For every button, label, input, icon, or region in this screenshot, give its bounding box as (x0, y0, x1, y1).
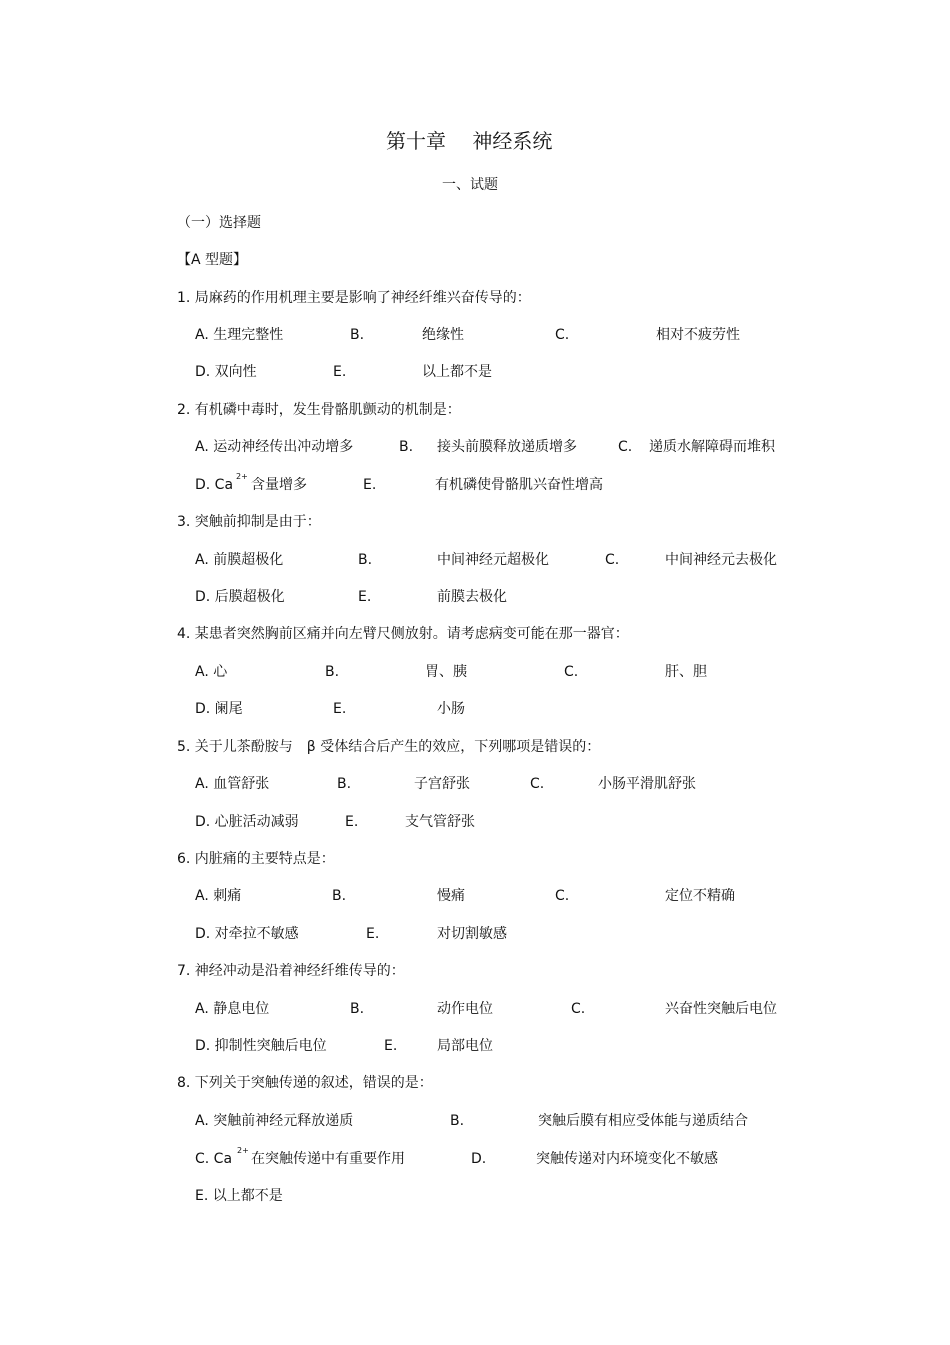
question-stem: 2. 有机磷中毒时，发生骨骼肌颤动的机制是： (177, 402, 461, 418)
option-letter: D. (471, 1151, 487, 1167)
option-text: A. 刺痛 (195, 888, 242, 904)
option-text: 在突触传递中有重要作用 (251, 1151, 405, 1167)
option-text: A. 心 (195, 664, 228, 680)
option-letter: B. (399, 439, 414, 455)
option-letter: E. (345, 814, 359, 830)
option-letter: B. (358, 552, 373, 568)
option-text: A. 静息电位 (195, 1001, 270, 1017)
option-text: D. 阑尾 (195, 701, 243, 717)
option-text: 中间神经元超极化 (437, 552, 549, 568)
option-letter: C. (564, 664, 579, 680)
option-letter: C. (555, 888, 570, 904)
option-text: 突触后膜有相应受体能与递质结合 (538, 1113, 748, 1129)
option-text: A. 前膜超极化 (195, 552, 284, 568)
option-letter: B. (332, 888, 347, 904)
option-text: 支气管舒张 (405, 814, 475, 830)
question-stem: 3. 突触前抑制是由于： (177, 514, 321, 530)
option-letter: E. (363, 477, 377, 493)
option-text: 突触传递对内环境变化不敏感 (536, 1151, 718, 1167)
option-letter: C. (555, 327, 570, 343)
page-title: 第十章 神经系统 (386, 129, 553, 153)
option-text: A. 血管舒张 (195, 776, 270, 792)
option-letter: B. (350, 1001, 365, 1017)
option-letter: B. (337, 776, 352, 792)
option-text: 绝缘性 (422, 327, 464, 343)
option-text: 定位不精确 (665, 888, 735, 904)
option-text: D. 对牵拉不敏感 (195, 926, 299, 942)
option-text: 胃、胰 (425, 664, 467, 680)
question-stem: 4. 某患者突然胸前区痛并向左臂尺侧放射。请考虑病变可能在那一器官： (177, 626, 629, 642)
superscript: 2+ (237, 1146, 249, 1155)
option-letter: E. (384, 1038, 398, 1054)
option-text: 中间神经元去极化 (665, 552, 777, 568)
question-stem: 5. 关于儿茶酚胺与 β 受体结合后产生的效应，下列哪项是错误的： (177, 739, 601, 755)
option-text: E. 以上都不是 (195, 1188, 283, 1204)
option-letter: C. (618, 439, 633, 455)
option-text: 对切割敏感 (437, 926, 507, 942)
option-text: 有机磷使骨骼肌兴奋性增高 (435, 477, 603, 493)
option-text: 前膜去极化 (437, 589, 507, 605)
subsection-heading: （一）选择题 (177, 215, 261, 231)
option-text: 小肠平滑肌舒张 (598, 776, 696, 792)
option-letter: C. (571, 1001, 586, 1017)
option-text: C. Ca (195, 1151, 233, 1167)
option-letter: C. (605, 552, 620, 568)
option-text: 相对不疲劳性 (656, 327, 740, 343)
option-text: 接头前膜释放递质增多 (437, 439, 577, 455)
option-text: 肝、胆 (665, 664, 707, 680)
option-letter: E. (358, 589, 372, 605)
question-stem: 1. 局麻药的作用机理主要是影响了神经纤维兴奋传导的： (177, 290, 531, 306)
option-text: A. 运动神经传出冲动增多 (195, 439, 354, 455)
question-stem: 8. 下列关于突触传递的叙述，错误的是： (177, 1075, 433, 1091)
section-heading: 一、试题 (442, 177, 498, 193)
option-text: 慢痛 (437, 888, 465, 904)
option-letter: B. (350, 327, 365, 343)
option-text: D. 双向性 (195, 364, 257, 380)
option-text: 兴奋性突触后电位 (665, 1001, 777, 1017)
option-text: D. Ca (195, 477, 234, 493)
option-letter: E. (333, 364, 347, 380)
option-letter: C. (530, 776, 545, 792)
option-text: 局部电位 (437, 1038, 493, 1054)
option-text: 含量增多 (251, 477, 307, 493)
option-text: D. 抑制性突触后电位 (195, 1038, 327, 1054)
option-text: D. 后膜超极化 (195, 589, 285, 605)
superscript: 2+ (236, 472, 248, 481)
option-letter: E. (333, 701, 347, 717)
question-stem: 7. 神经冲动是沿着神经纤维传导的： (177, 963, 405, 979)
option-text: 以上都不是 (422, 364, 492, 380)
option-letter: E. (366, 926, 380, 942)
option-text: A. 生理完整性 (195, 327, 284, 343)
option-letter: B. (450, 1113, 465, 1129)
question-stem: 6. 内脏痛的主要特点是： (177, 851, 335, 867)
option-text: 动作电位 (437, 1001, 493, 1017)
question-type-label: 【A 型题】 (177, 252, 248, 268)
option-text: 子宫舒张 (414, 776, 470, 792)
option-text: 递质水解障碍而堆积 (649, 439, 775, 455)
option-text: A. 突触前神经元释放递质 (195, 1113, 354, 1129)
option-text: 小肠 (437, 701, 465, 717)
option-letter: B. (325, 664, 340, 680)
option-text: D. 心脏活动减弱 (195, 814, 299, 830)
